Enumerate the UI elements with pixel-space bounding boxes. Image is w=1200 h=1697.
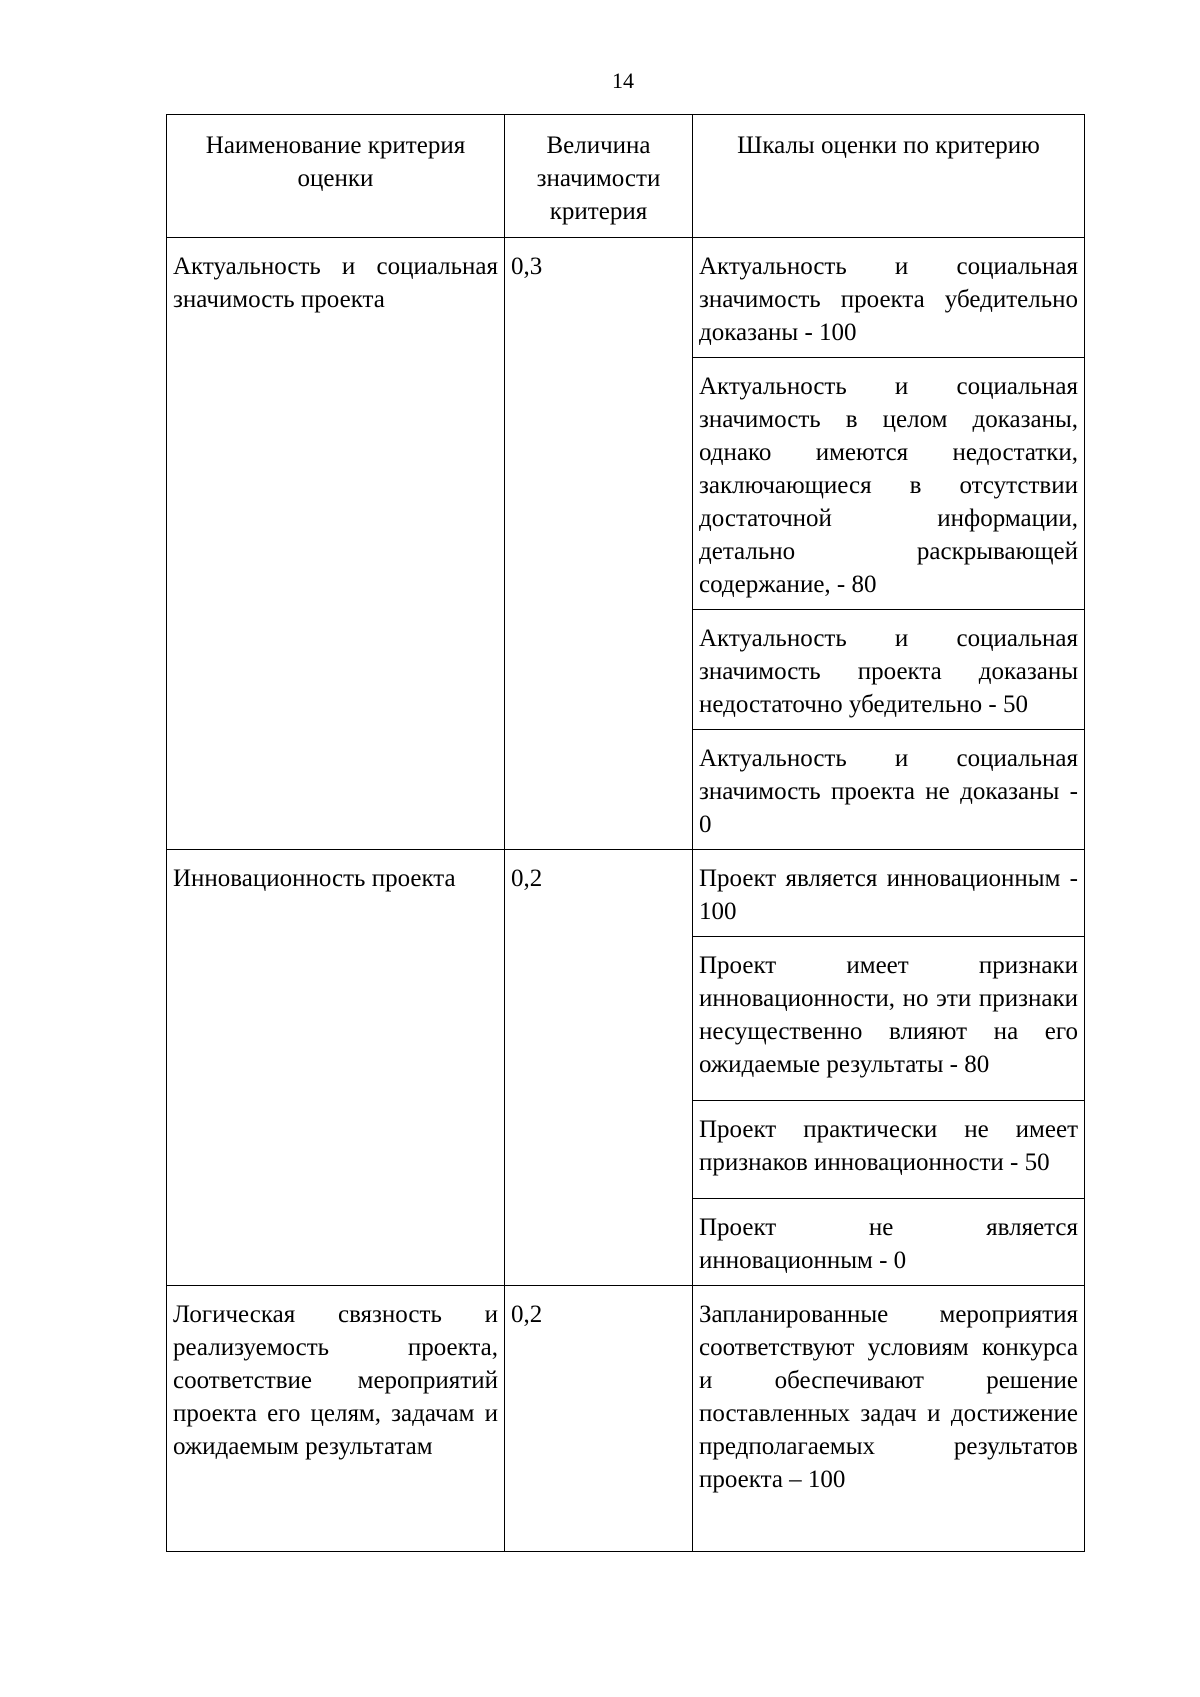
scale-item: Актуальность и социальная значимость проекта доказаны недостаточно убедительно - 50: [693, 610, 1085, 730]
criterion-weight: 0,2: [505, 1286, 693, 1552]
scale-item: Актуальность и социальная значимость проекта убедительно доказаны - 100: [693, 238, 1085, 358]
criterion-name: Актуальность и социальная значимость проекта: [167, 238, 505, 850]
criterion-weight: 0,3: [505, 238, 693, 850]
table-row: [167, 850, 1085, 937]
criteria-table: [166, 114, 1085, 1552]
scale-item: Проект является инновационным - 100: [693, 850, 1085, 937]
criterion-name: Логическая связность и реализуемость проекта, соответствие мероприятий проекта его целям, задачам и ожидаемым результатам: [167, 1286, 505, 1552]
table-row: [167, 1286, 1085, 1552]
header-criterion-weight: Величина значимости критерия: [505, 115, 693, 238]
scale-item: Актуальность и социальная значимость проекта не доказаны - 0: [693, 730, 1085, 850]
criterion-weight: 0,2: [505, 850, 693, 1286]
scale-item: Проект имеет признаки инновационности, но эти признаки несущественно влияют на его ожидаемые результаты - 80: [693, 937, 1085, 1101]
header-criterion-scales: Шкалы оценки по критерию: [693, 115, 1085, 238]
header-criterion-name: Наименование критерия оценки: [167, 115, 505, 238]
scale-item: Актуальность и социальная значимость в целом доказаны, однако имеются недостатки, заключающиеся в отсутствии достаточной информации, детально раскрывающей содержание, - 80: [693, 358, 1085, 610]
table-header-row: [167, 115, 1085, 238]
scale-item: Проект практически не имеет признаков инновационности - 50: [693, 1101, 1085, 1199]
page-number: 14: [612, 68, 634, 93]
table-row: [167, 238, 1085, 358]
scale-item: Проект не является инновационным - 0: [693, 1199, 1085, 1286]
scale-item: Запланированные мероприятия соответствуют условиям конкурса и обеспечивают решение поставленных задач и достижение предполагаемых результатов проекта – 100: [693, 1286, 1085, 1552]
criterion-name: Инновационность проекта: [167, 850, 505, 1286]
